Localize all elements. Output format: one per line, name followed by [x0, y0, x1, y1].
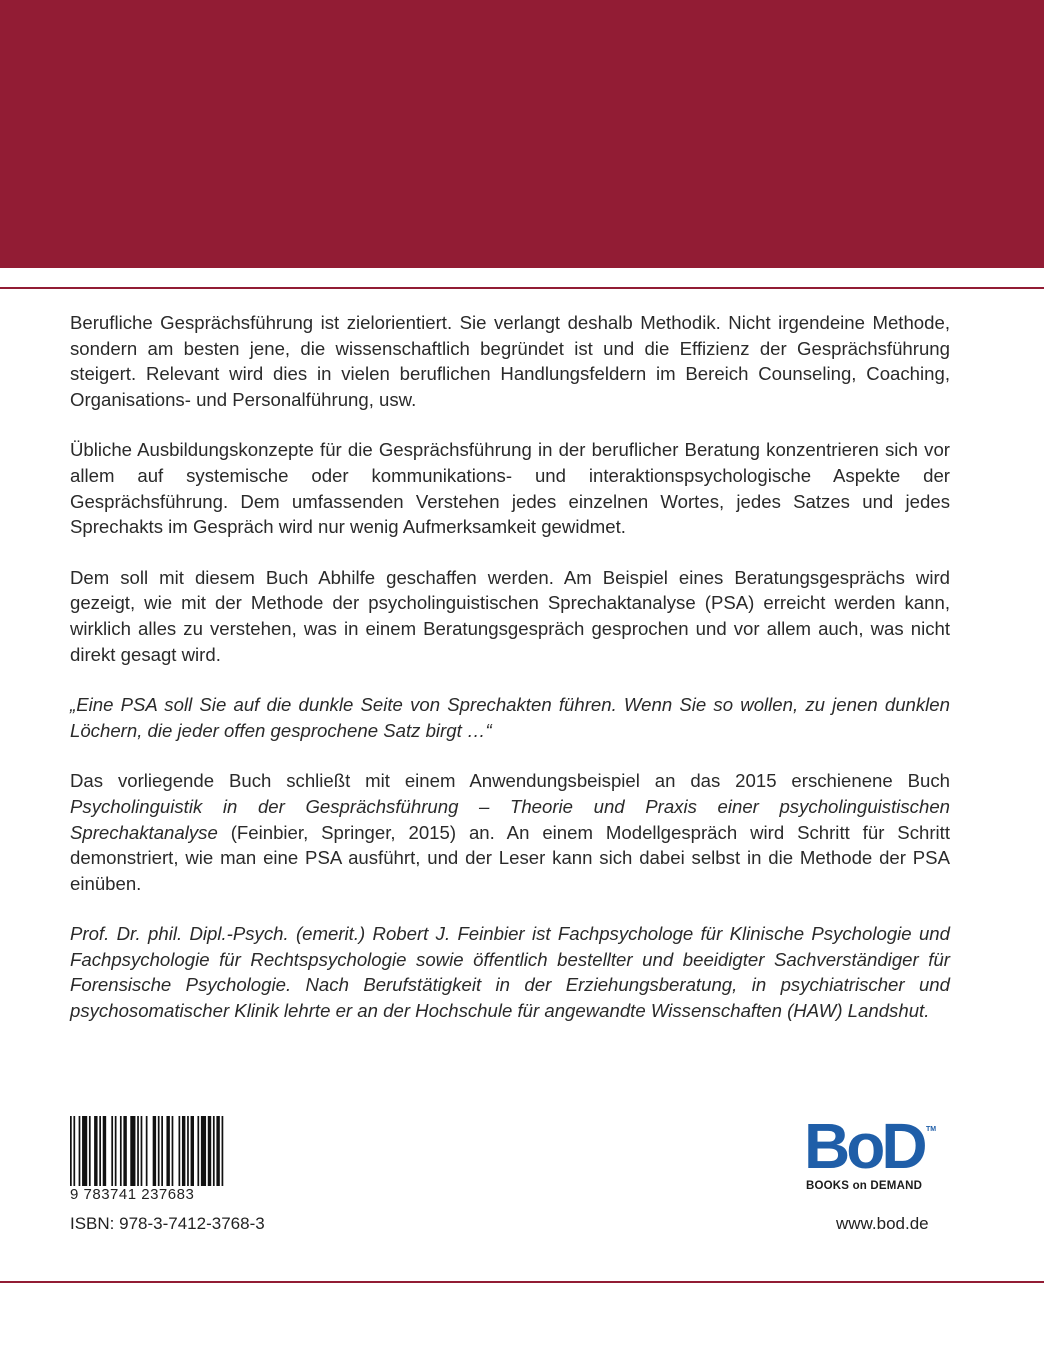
barcode-bar	[146, 1116, 148, 1186]
barcode-bar	[182, 1116, 185, 1186]
barcode-bar	[123, 1116, 126, 1186]
barcode-bar	[208, 1116, 211, 1186]
barcode-bar	[70, 1116, 72, 1186]
barcode-bar	[94, 1116, 97, 1186]
referenced-book-title: Psycholinguistik in der Gesprächsführung – Theorie und Praxis einer psycholinguistischen Sprechaktanalyse	[70, 795, 950, 843]
barcode-bar	[191, 1116, 194, 1186]
barcode-bar	[111, 1116, 113, 1186]
barcode-bar	[137, 1116, 139, 1186]
isbn-label: ISBN: 978-3-7412-3768-3	[70, 1214, 265, 1233]
barcode-bar	[120, 1116, 122, 1186]
barcode-bar	[73, 1116, 75, 1186]
barcode-bar	[213, 1116, 215, 1186]
barcode-bar	[99, 1116, 101, 1186]
bod-logo	[804, 1110, 938, 1196]
quote: „Eine PSA soll Sie auf die dunkle Seite von Sprechakten führen. Wenn Sie so wollen, zu jenen dunklen Löchern, die jeder offen gesprochene Satz birgt …“	[70, 694, 950, 741]
barcode-bar	[166, 1116, 169, 1186]
barcode-image	[70, 1116, 225, 1186]
barcode-bar	[82, 1116, 87, 1186]
bottom-divider	[0, 1281, 1044, 1283]
barcode-bar	[158, 1116, 160, 1186]
barcode-bar	[153, 1116, 156, 1186]
barcode-bar	[141, 1116, 143, 1186]
paragraph-2: Übliche Ausbildungskonzepte für die Gesprächsführung in der beruflicher Beratung konzentrieren sich vor allem auf systemische oder kommunikations- und interaktionspsychologische Aspekte der Gesprächsführung. Dem umfassenden Verstehen jedes einzelnen Wortes, jedes Satzes und jedes Sprechakts im Gespräch wird nur wenig Aufmerksamkeit gewidmet.	[70, 439, 950, 538]
barcode-bar	[79, 1116, 81, 1186]
barcode-bar	[89, 1116, 91, 1186]
publisher-website: www.bod.de	[836, 1214, 929, 1233]
paragraph-5	[70, 768, 950, 896]
back-cover-text	[70, 310, 950, 1049]
paragraph-3: Dem soll mit diesem Buch Abhilfe geschaffen werden. Am Beispiel eines Beratungsgesprächs wird gezeigt, wie mit der Methode der psycholinguistischen Sprechaktanalyse (PSA) erreicht werden kann, wirklich alles zu verstehen, was in einem Beratungsgespräch gesprochen und vor allem auch, was nicht direkt gesagt wird.	[70, 566, 950, 665]
barcode-bar	[115, 1116, 117, 1186]
barcode-bar	[187, 1116, 189, 1186]
top-color-band	[0, 0, 1044, 268]
bod-logo-tm: TM	[926, 1126, 937, 1133]
paragraph-1: Berufliche Gesprächsführung ist zielorientiert. Sie verlangt deshalb Methodik. Nicht irgendeine Methode, sondern am besten jene, die wissenschaftlich begründet ist und die Effizienz der Gesprächsführung steigert. Relevant wird dies in vielen beruflichen Handlungsfeldern im Bereich Counseling, Coaching, Organisations- und Personalführung, usw.	[70, 312, 950, 410]
top-divider	[0, 287, 1044, 289]
barcode-bar	[222, 1116, 224, 1186]
barcode-digits: 9 783741 237683	[70, 1186, 195, 1203]
bod-logo-word: BoD	[804, 1110, 924, 1182]
paragraph-5-part1: Das vorliegende Buch schließt mit einem Anwendungsbeispiel an das 2015 erschienene Buch	[70, 770, 950, 792]
barcode-bar	[172, 1116, 174, 1186]
barcode-bar	[103, 1116, 106, 1186]
paragraph-5-part2: (Feinbier, Springer, 2015) an. An einem Modellgespräch wird Schritt für Schritt demonstriert, wie man eine PSA ausführt, und der Leser kann sich dabei selbst in die Methode der PSA einüben.	[70, 821, 950, 894]
bod-logo-subtitle: BOOKS on DEMAND	[806, 1180, 923, 1192]
barcode-bar	[161, 1116, 163, 1186]
author-bio: Prof. Dr. phil. Dipl.-Psych. (emerit.) Robert J. Feinbier ist Fachpsychologe für Klinische Psychologie und Fachpsychologie für Rechtspsychologie sowie öffentlich bestellter und beeidigter Sachverständiger für Forensische Psychologie. Nach Berufstätigkeit in der Erziehungsberatung, in psychiatrischer und psychosomatischer Klinik lehrte er an der Hochschule für angewandte Wissenschaften (HAW) Landshut.	[70, 923, 950, 1022]
barcode-bar	[130, 1116, 135, 1186]
barcode-bar	[201, 1116, 206, 1186]
barcode-bar	[179, 1116, 181, 1186]
barcode-bar	[216, 1116, 219, 1186]
barcode-bar	[197, 1116, 199, 1186]
